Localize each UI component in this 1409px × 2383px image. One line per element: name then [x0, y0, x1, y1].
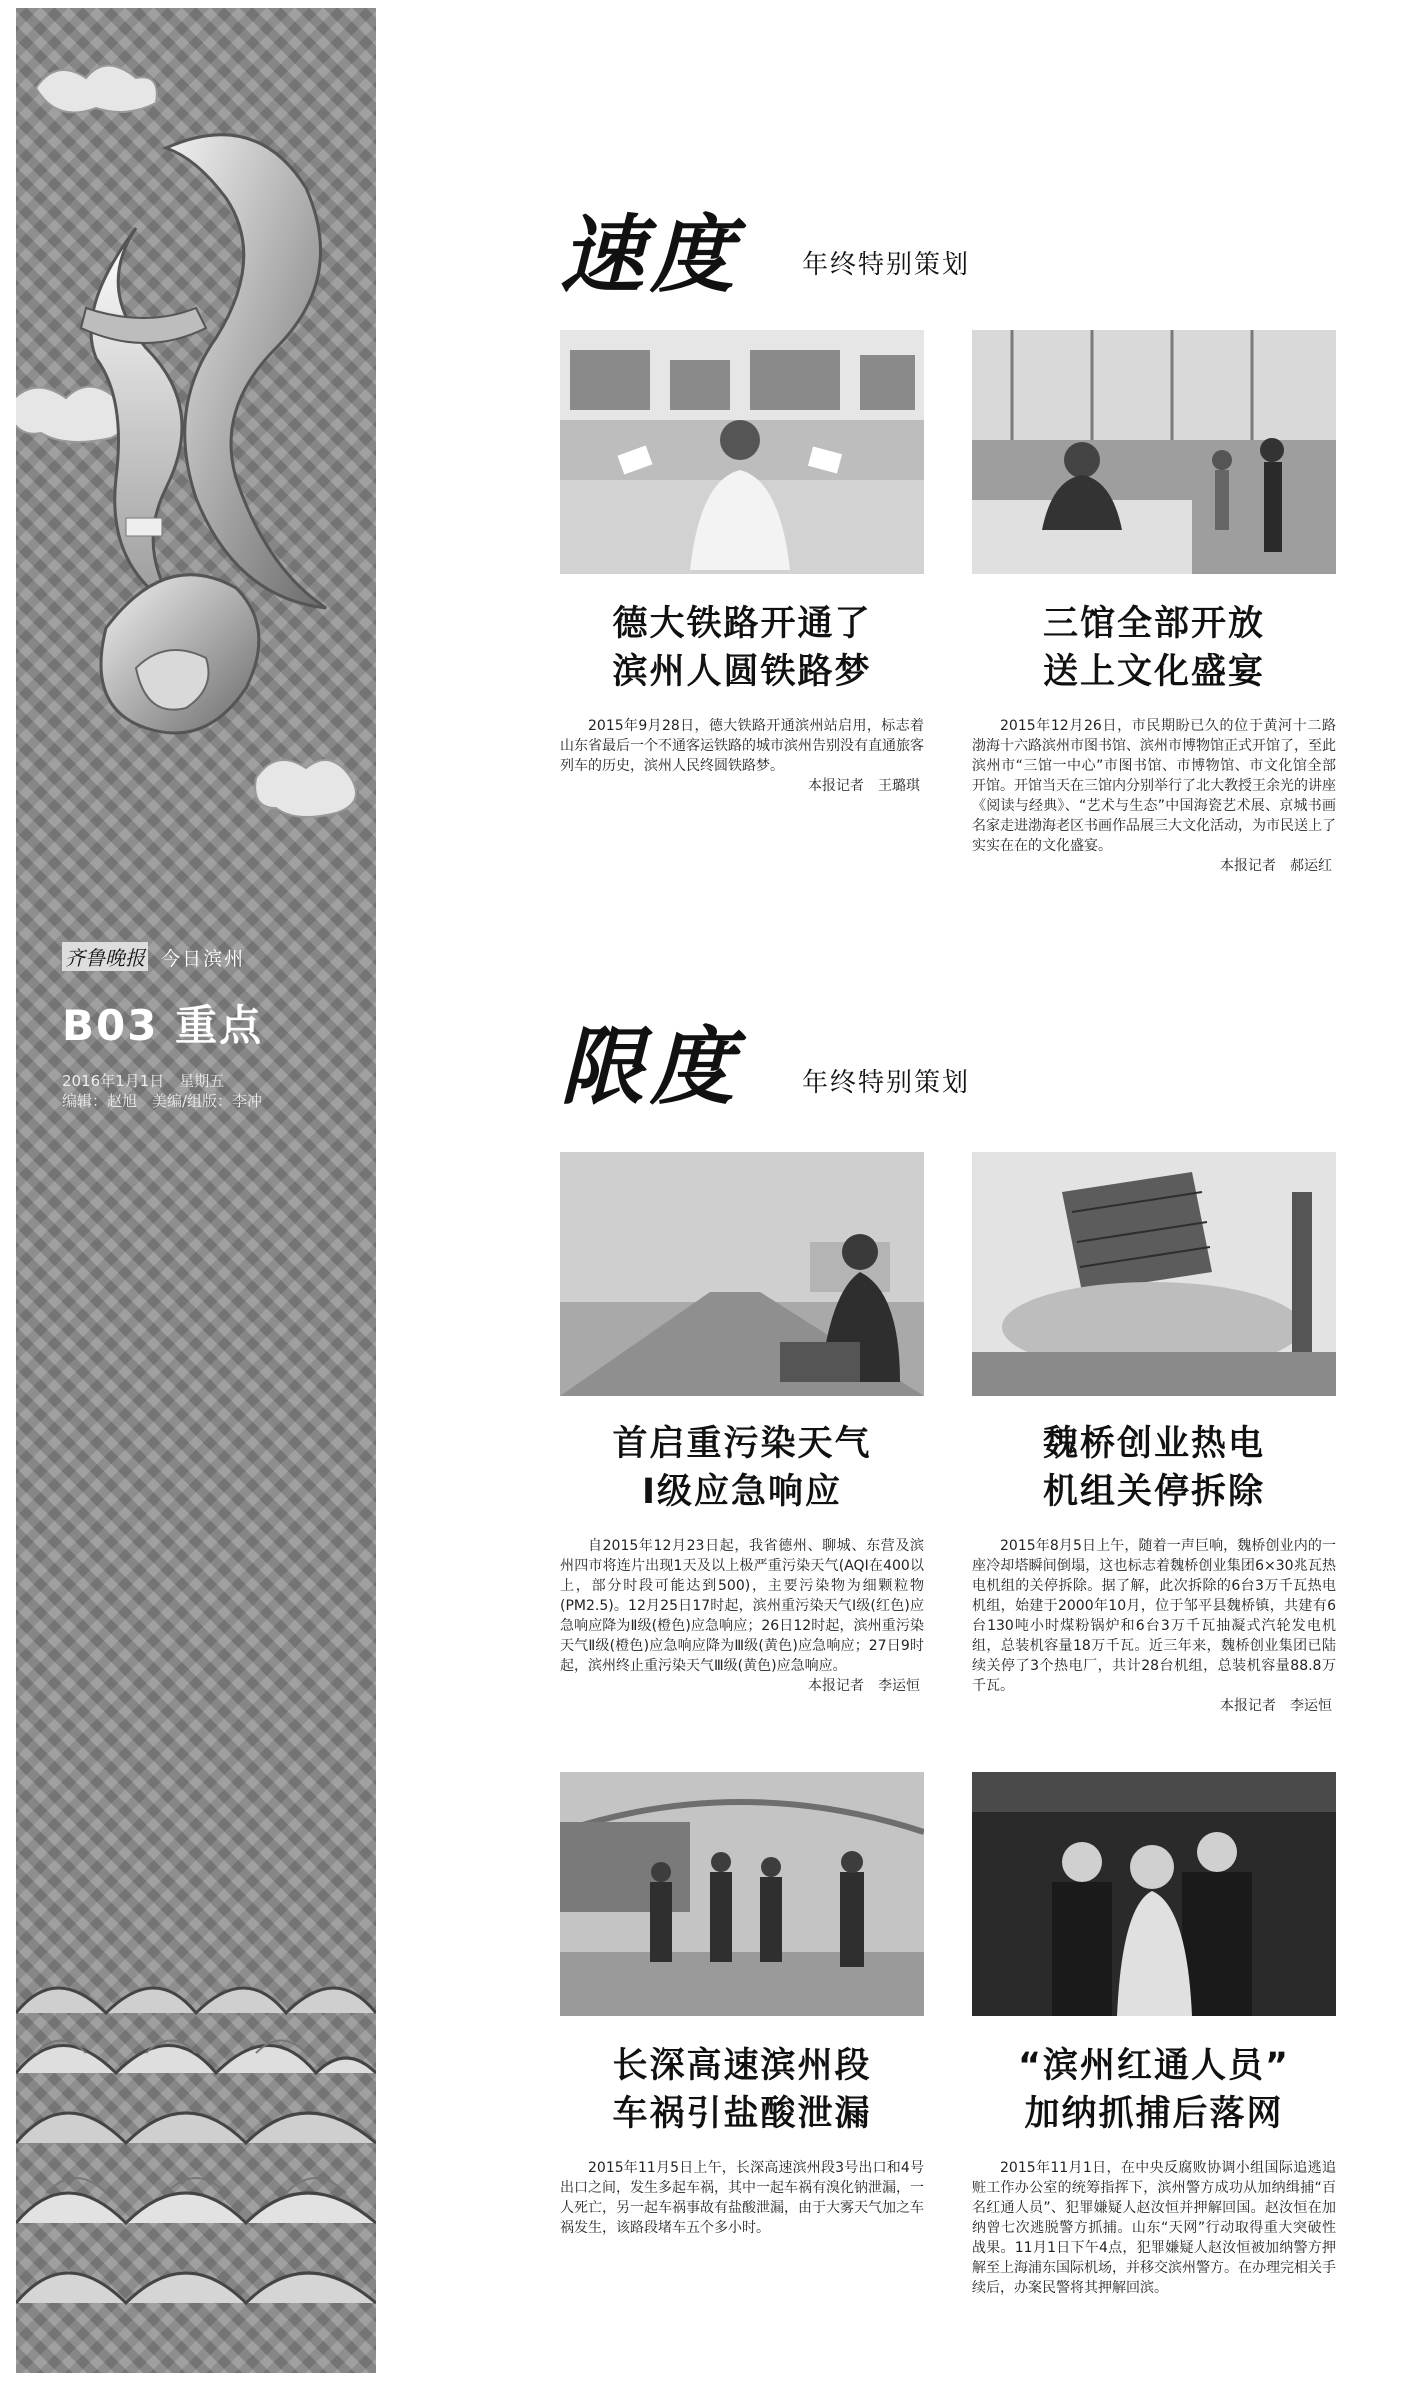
- article-body: 2015年11月5日上午，长深高速滨州段3号出口和4号出口之间，发生多起车祸，其中一起车祸有溴化钠泄漏，一人死亡，另一起车祸事故有盐酸泄漏，由于大雾天气加之车祸发生，该路段堵车五个多小时。: [560, 2160, 924, 2236]
- section-title-speed: 速度: [560, 205, 741, 304]
- editor-line: 编辑：赵旭 美编/组版：李冲: [62, 1092, 263, 1110]
- section-subtitle: 年终特别策划: [802, 250, 971, 280]
- edition-name: 今日滨州: [161, 948, 246, 970]
- article-body: 2015年12月26日，市民期盼已久的位于黄河十二路渤海十六路滨州市图书馆、滨州市博物馆正式开馆了，至此滨州市“三馆一中心”市图书馆、市博物馆、市文化馆全部开馆。开馆当天在三馆内分别举行了北大教授王余光的讲座《阅读与经典》、“艺术与生态”中国海瓷艺术展、京城书画名家走进渤海老区书画作品展三大文化活动，为市民送上了实实在在的文化盛宴。 本报记者 郝运红: [972, 718, 1336, 874]
- article-photo: [972, 1772, 1336, 2016]
- article-photo: [560, 330, 924, 574]
- new-year-greeting-art: [16, 8, 376, 908]
- newspaper-logo: 齐鲁晚报: [62, 942, 148, 971]
- article-body: 自2015年12月23日起，我省德州、聊城、东营及滨州四市将连片出现1天及以上极严重污染天气(AQI在400以上，部分时段可能达到500)，主要污染物为细颗粒物(PM2.5)。12月25日17时起，滨州重污染天气Ⅰ级(红色)应急响应降为Ⅱ级(橙色)应急响应；26日12时起，滨州重污染天气Ⅱ级(橙色)应急响应降为Ⅲ级(黄色)应急响应；27日9时起，滨州终止重污染天气Ⅲ级(黄色)应急响应。 本报记者 李运恒: [560, 1538, 924, 1694]
- article-photo: [560, 1152, 924, 1396]
- article-headline: 长深高速滨州段 车祸引盐酸泄漏: [612, 2046, 872, 2134]
- article-photo: [972, 330, 1336, 574]
- section-subtitle: 年终特别策划: [802, 1068, 971, 1098]
- sidebar-banner: [16, 8, 376, 2373]
- article-byline: 本报记者 王璐琪: [808, 778, 920, 794]
- article-body: 2015年9月28日，德大铁路开通滨州站启用，标志着山东省最后一个不通客运铁路的城市滨州告别没有直通旅客列车的历史，滨州人民终圆铁路梦。 本报记者 王璐琪: [560, 718, 924, 794]
- article-headline: 三馆全部开放 送上文化盛宴: [1042, 604, 1265, 692]
- wave-pattern-art: [16, 1953, 376, 2373]
- article-headline: 德大铁路开通了 滨州人圆铁路梦: [612, 604, 872, 692]
- article-byline: 本报记者 郝运红: [1220, 858, 1332, 874]
- article-headline: “滨州红通人员” 加纳抓捕后落网: [1017, 2046, 1290, 2134]
- article-byline: 本报记者 李运恒: [808, 1678, 920, 1694]
- article-body: 2015年11月1日，在中央反腐败协调小组国际追逃追赃工作办公室的统筹指挥下，滨州警方成功从加纳缉捕“百名红通人员”、犯罪嫌疑人赵汝恒并押解回国。赵汝恒在加纳曾七次逃脱警方抓捕。山东“天网”行动取得重大突破性战果。11月1日下午4点，犯罪嫌疑人赵汝恒被加纳警方押解至上海浦东国际机场，并移交滨州警方。在办理完相关手续后，办案民警将其押解回滨。: [972, 2160, 1336, 2296]
- article-byline: 本报记者 李运恒: [1220, 1698, 1332, 1714]
- article-headline: 魏桥创业热电 机组关停拆除: [1042, 1424, 1265, 1512]
- article-headline: 首启重污染天气 Ⅰ级应急响应: [612, 1424, 872, 1512]
- article-photo: [560, 1772, 924, 2016]
- date-line: 2016年1月1日 星期五: [62, 1072, 225, 1090]
- article-photo: [972, 1152, 1336, 1396]
- masthead: [62, 942, 362, 1111]
- page-label: B03 重点: [62, 1001, 264, 1050]
- article-body: 2015年8月5日上午，随着一声巨响，魏桥创业内的一座冷却塔瞬间倒塌，这也标志着魏桥创业集团6×30兆瓦热电机组的关停拆除。据了解，此次拆除的6台3万千瓦热电机组，始建于2000年10月，位于邹平县魏桥镇，共建有6台130吨小时煤粉锅炉和6台3万千瓦抽凝式汽轮发电机组，总装机容量18万千瓦。近三年来，魏桥创业集团已陆续关停了3个热电厂，共计28台机组，总装机容量88.8万千瓦。 本报记者 李运恒: [972, 1538, 1336, 1714]
- section-title-limit: 限度: [560, 1017, 741, 1116]
